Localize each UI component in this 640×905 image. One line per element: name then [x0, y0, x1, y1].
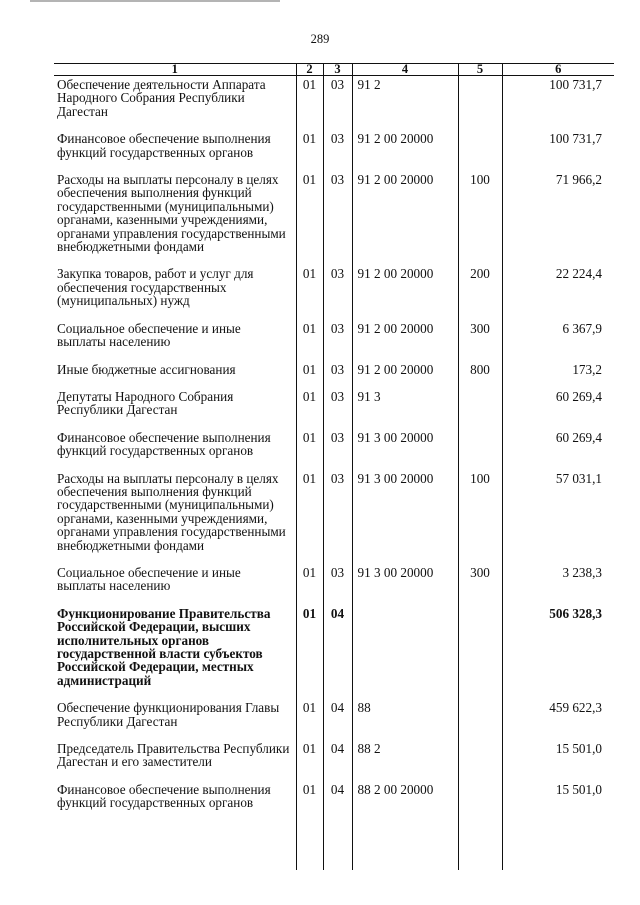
- row-target-article: 88: [352, 699, 458, 740]
- row-target-article: 91 2 00 20000: [352, 171, 458, 265]
- row-amount: 100 731,7: [502, 76, 614, 131]
- row-section: 01: [296, 76, 323, 131]
- row-amount: 60 269,4: [502, 388, 614, 429]
- row-amount: 57 031,1: [502, 470, 614, 564]
- row-subsection: 03: [323, 470, 352, 564]
- row-target-article: 91 2 00 20000: [352, 320, 458, 361]
- row-expense-type: 100: [458, 470, 502, 564]
- row-expense-type: 300: [458, 320, 502, 361]
- table-row-section-total: [54, 605, 614, 699]
- row-amount: 22 224,4: [502, 265, 614, 319]
- row-target-article: 91 2 00 20000: [352, 130, 458, 171]
- row-amount: 100 731,7: [502, 130, 614, 171]
- row-expense-type: 300: [458, 564, 502, 605]
- row-expense-type: 200: [458, 265, 502, 319]
- header-row: [54, 64, 614, 76]
- row-section: 01: [296, 320, 323, 361]
- row-subsection: 03: [323, 361, 352, 388]
- row-subsection: 03: [323, 320, 352, 361]
- row-subsection: 03: [323, 171, 352, 265]
- row-name: Финансовое обеспечение выполнения функций государственных органов: [57, 429, 271, 459]
- table-row: [54, 320, 614, 361]
- row-subsection: 04: [323, 605, 352, 699]
- row-section: 01: [296, 470, 323, 564]
- row-section: 01: [296, 130, 323, 171]
- row-subsection: 04: [323, 740, 352, 781]
- table-row: [54, 265, 614, 319]
- row-amount: 15 501,0: [502, 781, 614, 870]
- row-section: 01: [296, 361, 323, 388]
- row-subsection: 04: [323, 699, 352, 740]
- row-expense-type: 100: [458, 171, 502, 265]
- row-name: Расходы на выплаты персоналу в целях обеспечения выполнения функций государственными (муниципальными) органами, казенными учреждениями, органами управления государственными внебюджетными фондами: [57, 172, 286, 255]
- row-target-article: 91 2 00 20000: [352, 265, 458, 319]
- table-row: [54, 781, 614, 870]
- table-row: [54, 388, 614, 429]
- table-row: [54, 361, 614, 388]
- row-amount: 459 622,3: [502, 699, 614, 740]
- budget-table: [54, 63, 614, 870]
- row-expense-type: [458, 130, 502, 171]
- row-section: 01: [296, 429, 323, 470]
- row-subsection: 03: [323, 130, 352, 171]
- column-header-subsection: 3: [323, 64, 352, 76]
- row-name: Обеспечение деятельности Аппарата Народного Собрания Республики Дагестан: [57, 77, 266, 119]
- column-header-amount: 6: [502, 64, 614, 76]
- row-name: Финансовое обеспечение выполнения функций государственных органов: [57, 131, 271, 160]
- row-amount: 6 367,9: [502, 320, 614, 361]
- row-expense-type: [458, 740, 502, 781]
- row-name: Иные бюджетные ассигнования: [57, 361, 236, 377]
- column-header-section: 2: [296, 64, 323, 76]
- row-subsection: 03: [323, 388, 352, 429]
- row-target-article: 91 3 00 20000: [352, 564, 458, 605]
- scan-artifact-line: [30, 0, 280, 2]
- row-section: 01: [296, 740, 323, 781]
- table-row: [54, 699, 614, 740]
- row-name: Расходы на выплаты персоналу в целях обеспечения выполнения функций государственными (муниципальными) органами, казенными учреждениями, органами управления государственными внебюджетными фондами: [57, 470, 286, 553]
- row-expense-type: [458, 388, 502, 429]
- row-amount: 506 328,3: [502, 605, 614, 699]
- row-name: Председатель Правительства Республики Дагестан и его заместители: [57, 741, 290, 770]
- row-name: Функционирование Правительства Российской Федерации, высших исполнительных органов государственной власти субъектов Российской Федерации, местных администраций: [57, 605, 271, 688]
- row-expense-type: [458, 781, 502, 870]
- column-header-expense-type: 5: [458, 64, 502, 76]
- row-subsection: 04: [323, 781, 352, 870]
- row-expense-type: [458, 429, 502, 470]
- row-name: Депутаты Народного Собрания Республики Дагестан: [57, 388, 234, 418]
- row-name: Закупка товаров, работ и услуг для обеспечения государственных (муниципальных) нужд: [57, 266, 254, 309]
- row-name: Социальное обеспечение и иные выплаты населению: [57, 320, 241, 350]
- row-target-article: 91 3 00 20000: [352, 470, 458, 564]
- row-section: 01: [296, 265, 323, 319]
- table-row: [54, 470, 614, 564]
- row-amount: 3 238,3: [502, 564, 614, 605]
- row-target-article: 88 2: [352, 740, 458, 781]
- row-expense-type: [458, 76, 502, 131]
- row-section: 01: [296, 171, 323, 265]
- row-target-article: 91 2: [352, 76, 458, 131]
- table-row: [54, 130, 614, 171]
- table-row: [54, 429, 614, 470]
- row-amount: 15 501,0: [502, 740, 614, 781]
- row-target-article: [352, 605, 458, 699]
- row-amount: 173,2: [502, 361, 614, 388]
- row-section: 01: [296, 605, 323, 699]
- row-subsection: 03: [323, 76, 352, 131]
- row-section: 01: [296, 699, 323, 740]
- row-subsection: 03: [323, 564, 352, 605]
- row-section: 01: [296, 781, 323, 870]
- row-target-article: 91 3: [352, 388, 458, 429]
- page-number: 289: [310, 32, 330, 46]
- row-amount: 60 269,4: [502, 429, 614, 470]
- row-name: Обеспечение функционирования Главы Республики Дагестан: [57, 700, 280, 729]
- row-target-article: 88 2 00 20000: [352, 781, 458, 870]
- row-expense-type: 800: [458, 361, 502, 388]
- row-section: 01: [296, 388, 323, 429]
- table-row: [54, 740, 614, 781]
- row-subsection: 03: [323, 265, 352, 319]
- row-target-article: 91 2 00 20000: [352, 361, 458, 388]
- table-row: [54, 564, 614, 605]
- row-expense-type: [458, 699, 502, 740]
- table-row: [54, 171, 614, 265]
- row-section: 01: [296, 564, 323, 605]
- row-name: Социальное обеспечение и иные выплаты населению: [57, 564, 241, 594]
- row-subsection: 03: [323, 429, 352, 470]
- column-header-name: 1: [54, 64, 296, 76]
- row-amount: 71 966,2: [502, 171, 614, 265]
- row-target-article: 91 3 00 20000: [352, 429, 458, 470]
- row-expense-type: [458, 605, 502, 699]
- row-name: Финансовое обеспечение выполнения функций государственных органов: [57, 781, 271, 811]
- column-header-target-article: 4: [352, 64, 458, 76]
- table-row: [54, 76, 614, 131]
